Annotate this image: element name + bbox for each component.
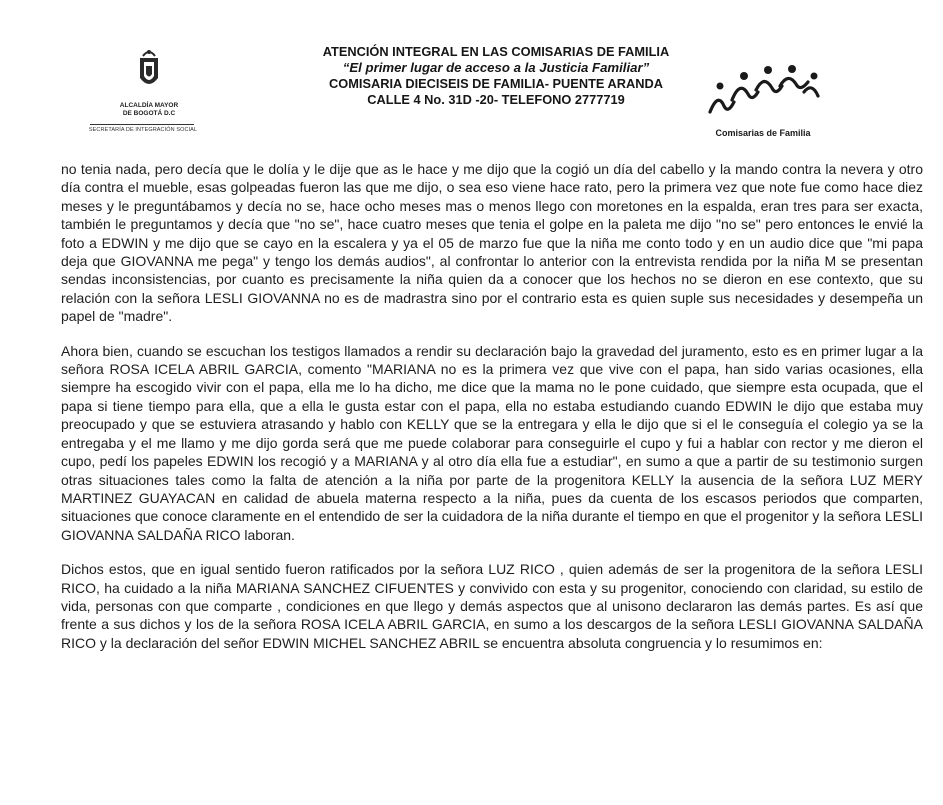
letterhead-address: CALLE 4 No. 31D -20- TELEFONO 2777719 [367, 92, 625, 107]
paragraph: Ahora bien, cuando se escuchan los testigos llamados a rendir su declaración bajo la gravedad del juramento, esto es en primer lugar a la señora ROSA ICELA ABRIL GARCIA, comento "MARIANA no es la primera vez que vive con el papa, han sido varias ocasiones, ella siempre ha escogido vivir con el papa, ella me lo ha dicho, me dice que la mama no le pone cuidado, que siempre esta ocupada, que el papa si tiene tiempo para ella, que a ella le gusta estar con el papa, ella no estaba estudiando cuando EDWIN le dijo que estaba muy preocupado y que se estuviera atrasando y hablo con KELLY que se la entregara y ella le dijo que si el le conseguía el colegio ya se la entregaba y el me llamo y me dijo gorda será que me puede colaborar para conseguirle el cupo y fui a hablar con rector y me dieron el cupo, pedí los papeles EDWIN los recogió y a MARIANA y al otro día ella fue a estudiar", en sumo a que a partir de su testimonio surgen otras situaciones tales como la falta de atención a la niña por parte de la progenitora KELLY la ausencia de la señora LUZ MERY MARTINEZ GUAYACAN en calidad de abuela materna respecto a la niña, pues da cuenta de los escasos periodos que comparten, situaciones que conoce claramente en el entendido de ser la cuidadora de la niña durante el tiempo en que el progenitor y la señora LESLI GIOVANNA SALDAÑA RICO laboran. [61, 342, 923, 543]
coat-of-arms-icon [136, 48, 162, 92]
logo-divider [90, 124, 194, 125]
secretaria-label: SECRETARÍA DE INTEGRACIÓN SOCIAL [88, 127, 198, 133]
letterhead-office: COMISARIA DIECISEIS DE FAMILIA- PUENTE ARANDA [329, 76, 663, 91]
alcaldia-label: ALCALDÍA MAYOR DE BOGOTÁ D.C [119, 102, 179, 117]
document-body [61, 160, 923, 652]
comisarias-logo [698, 62, 828, 148]
comisarias-label: Comisarias de Familia [715, 128, 811, 138]
letterhead [296, 44, 696, 108]
letterhead-slogan: “El primer lugar de acceso a la Justicia Familiar” [342, 60, 650, 75]
family-figures-icon [704, 62, 822, 120]
alcaldia-logo [82, 48, 198, 144]
paragraph: Dichos estos, que en igual sentido fueron ratificados por la señora LUZ RICO , quien además de ser la progenitora de la señora LESLI RICO, ha cuidado a la niña MARIANA SANCHEZ CIFUENTES y convivido con esta y su progenitor, conociendo con claridad, su estilo de vida, personas con que comparte , condiciones en que llego y demás aspectos que al unisono declararon las demás partes. Es así que frente a sus dichos y los de la señora ROSA ICELA ABRIL GARCIA, en sumo a los descargos de la señora LESLI GIOVANNA SALDAÑA RICO y la declaración del señor EDWIN MICHEL SANCHEZ ABRIL se encuentra absoluta congruencia y lo resumimos en: [61, 561, 923, 651]
letterhead-title: ATENCIÓN INTEGRAL EN LAS COMISARIAS DE FAMILIA [322, 44, 670, 59]
paragraph: no tenia nada, pero decía que le dolía y le dije que as le hace y me dijo que la cogió un día del cabello y la mando contra la nevera y otro día contra el mueble, esas golpeadas fueron las que me dijo, o sea eso viene hace rato, pero la primera vez que note fue como hace diez meses y le preguntábamos y decía no se, hace ocho meses mas o menos llego con moretones en la espalda, eran tres para ser exacta, también le preguntamos y decía que "no se", hace cuatro meses que tenia el golpe en la paleta me dijo "no se" pero entonces le envié la foto a EDWIN y me dijo que se cayo en la escalera y ya el 05 de marzo fue que la niña me conto todo y en un audio dice que "mi papa deja que GIOVANNA me pega" y tengo los demás audios", al confrontar lo anterior con la entrevista rendida por la niña M se presentan sendas inconsistencias, por cuanto es precisamente la niña quien da a conocer que los hechos no se dieron en ese contexto, que su relación con la señora LESLI GIOVANNA no es de madrastra sino por el contrario esta es quien suple sus necesidades y desempeña un papel de "madre". [61, 161, 923, 325]
